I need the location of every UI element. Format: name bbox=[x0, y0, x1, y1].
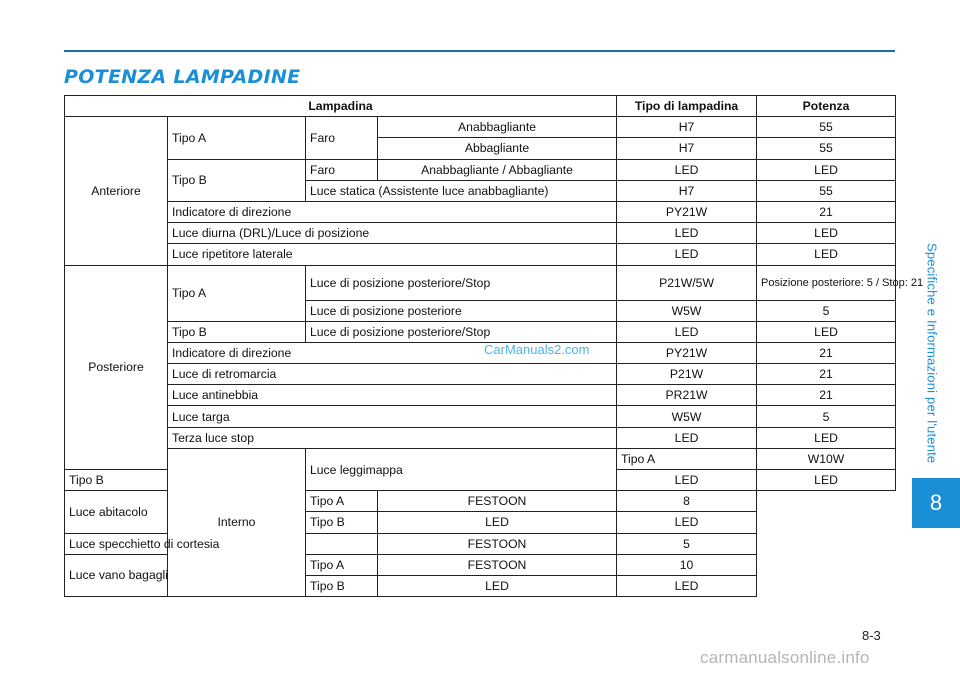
bulb-type: W5W bbox=[617, 300, 757, 321]
bulb-name: Luce di retromarcia bbox=[168, 364, 617, 385]
bulb-name: Luce targa bbox=[168, 406, 617, 427]
bulb-power: 21 bbox=[757, 385, 896, 406]
bulb-type: W5W bbox=[617, 406, 757, 427]
bulb-name: Luce diurna (DRL)/Luce di posizione bbox=[168, 223, 617, 244]
bulb-name: Luce antinebbia bbox=[168, 385, 617, 406]
table-row bbox=[65, 244, 896, 265]
group-posteriore: Posteriore bbox=[65, 265, 168, 470]
bulb-power: Posizione posteriore: 5 / Stop: 21 bbox=[757, 265, 896, 300]
bulb-type: LED bbox=[617, 244, 757, 265]
group-interno: Interno bbox=[168, 448, 306, 596]
watermark-footer: carmanualsonline.info bbox=[700, 648, 870, 667]
table-row bbox=[65, 364, 896, 385]
bulb-name: Anabbagliante / Abbagliante bbox=[378, 159, 617, 180]
bulb-power: 55 bbox=[757, 180, 896, 201]
bulb-power: LED bbox=[757, 427, 896, 448]
top-rule bbox=[64, 50, 895, 52]
bulb-power: 5 bbox=[617, 533, 757, 554]
table-header-row bbox=[65, 96, 896, 117]
bulb-power: 21 bbox=[757, 201, 896, 222]
bulb-type: P21W/5W bbox=[617, 265, 757, 300]
bulb-power: 5 bbox=[757, 300, 896, 321]
bulb-power: LED bbox=[757, 159, 896, 180]
bulb-type: LED bbox=[378, 575, 617, 596]
bulb-power: 8 bbox=[617, 491, 757, 512]
table-row bbox=[65, 533, 896, 554]
table-row bbox=[65, 223, 896, 244]
bulb-type: H7 bbox=[617, 180, 757, 201]
bulb-power: 55 bbox=[757, 117, 896, 138]
bulb-name: Indicatore di direzione bbox=[168, 342, 617, 363]
bulb-name: Tipo A bbox=[617, 448, 757, 469]
bulb-name: Luce statica (Assistente luce anabbagliante) bbox=[306, 180, 617, 201]
bulb-name: Tipo A bbox=[306, 554, 378, 575]
header-lampadina: Lampadina bbox=[65, 96, 617, 117]
table-row bbox=[65, 321, 896, 342]
table-row bbox=[65, 117, 896, 138]
bulb-power: 55 bbox=[757, 138, 896, 159]
watermark-text: CarManuals2.com bbox=[484, 342, 590, 357]
table-row bbox=[65, 342, 896, 363]
bulb-name: Luce di posizione posteriore/Stop bbox=[306, 265, 617, 300]
bulb-type: PR21W bbox=[617, 385, 757, 406]
bulb-type: LED bbox=[617, 321, 757, 342]
bulb-type: LED bbox=[617, 470, 757, 491]
bulb-type: H7 bbox=[617, 138, 757, 159]
table-row bbox=[65, 427, 896, 448]
bulb-type: FESTOON bbox=[378, 491, 617, 512]
bulb-name: Tipo B bbox=[306, 512, 378, 533]
page-title: POTENZA LAMPADINE bbox=[64, 66, 301, 88]
bulb-power: LED bbox=[757, 470, 896, 491]
chapter-tab[interactable]: 8 bbox=[912, 478, 960, 528]
bulb-name: Luce specchietto di cortesia bbox=[65, 533, 378, 554]
bulb-type: LED bbox=[617, 159, 757, 180]
subgroup-label: Luce leggimappa bbox=[306, 448, 617, 490]
subgroup-label: Faro bbox=[306, 159, 378, 180]
subgroup-label: Tipo B bbox=[168, 159, 306, 201]
page-number: 8-3 bbox=[862, 628, 881, 643]
bulb-type: FESTOON bbox=[378, 554, 617, 575]
bulb-power: 21 bbox=[757, 364, 896, 385]
bulb-name: Tipo B bbox=[65, 470, 168, 491]
bulb-type: LED bbox=[617, 223, 757, 244]
bulb-name: Luce ripetitore laterale bbox=[168, 244, 617, 265]
bulb-power-table bbox=[64, 95, 924, 597]
bulb-name: Abbagliante bbox=[378, 138, 617, 159]
bulb-name: Luce di posizione posteriore bbox=[306, 300, 617, 321]
bulb-power: LED bbox=[617, 575, 757, 596]
table-row bbox=[65, 159, 896, 180]
subgroup-label: Faro bbox=[306, 117, 378, 159]
subgroup-label: Tipo A bbox=[168, 117, 306, 159]
subgroup-label: Tipo B bbox=[168, 321, 306, 342]
subgroup-label: Luce abitacolo bbox=[65, 491, 306, 533]
bulb-power: 21 bbox=[757, 342, 896, 363]
bulb-name: Luce di posizione posteriore/Stop bbox=[306, 321, 617, 342]
table-row bbox=[65, 554, 896, 575]
header-potenza: Potenza bbox=[757, 96, 896, 117]
bulb-power: LED bbox=[757, 321, 896, 342]
bulb-type: LED bbox=[378, 512, 617, 533]
table-row bbox=[65, 491, 896, 512]
bulb-type: FESTOON bbox=[378, 533, 617, 554]
header-tipo: Tipo di lampadina bbox=[617, 96, 757, 117]
table-row bbox=[65, 406, 896, 427]
bulb-power: LED bbox=[757, 244, 896, 265]
bulb-name: Tipo B bbox=[306, 575, 378, 596]
subgroup-label: Tipo A bbox=[168, 265, 306, 321]
group-anteriore: Anteriore bbox=[65, 117, 168, 265]
bulb-type: H7 bbox=[617, 117, 757, 138]
subgroup-label: Luce vano bagagli bbox=[65, 554, 306, 596]
bulb-name: Terza luce stop bbox=[168, 427, 617, 448]
bulb-name: Tipo A bbox=[306, 491, 378, 512]
bulb-power: 5 bbox=[757, 406, 896, 427]
bulb-type: PY21W bbox=[617, 342, 757, 363]
bulb-type: LED bbox=[617, 427, 757, 448]
bulb-type: P21W bbox=[617, 364, 757, 385]
table-row bbox=[65, 201, 896, 222]
bulb-type: W10W bbox=[757, 448, 896, 469]
bulb-power: LED bbox=[617, 512, 757, 533]
table-row bbox=[65, 265, 896, 300]
chapter-side-label: Specifiche e Informazioni per l'utente bbox=[924, 242, 940, 464]
table-row bbox=[65, 385, 896, 406]
bulb-power: LED bbox=[757, 223, 896, 244]
bulb-type: PY21W bbox=[617, 201, 757, 222]
bulb-power: 10 bbox=[617, 554, 757, 575]
bulb-name: Indicatore di direzione bbox=[168, 201, 617, 222]
bulb-name: Anabbagliante bbox=[378, 117, 617, 138]
table-row bbox=[65, 448, 896, 469]
